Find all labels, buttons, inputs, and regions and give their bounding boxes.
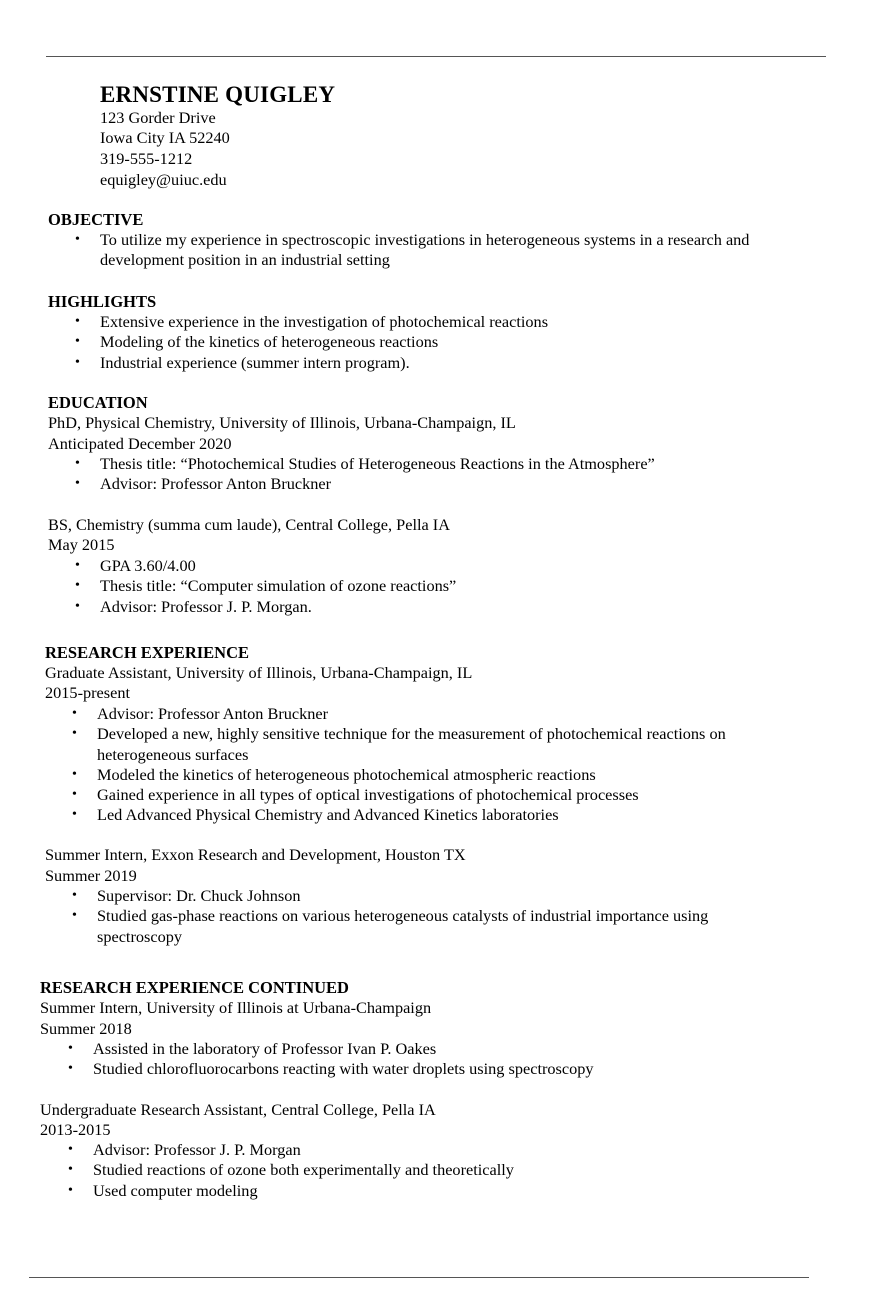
list-item-text: Advisor: Professor J. P. Morgan bbox=[93, 1140, 301, 1159]
list-item bbox=[75, 576, 457, 596]
list-item-text: Led Advanced Physical Chemistry and Advanced Kinetics laboratories bbox=[97, 805, 559, 825]
list-item bbox=[75, 352, 548, 373]
list-item-text: spectroscopy bbox=[97, 926, 182, 946]
bullet-icon: • bbox=[72, 726, 77, 742]
list-item bbox=[72, 906, 709, 947]
list-item bbox=[75, 332, 548, 352]
list-item-text: GPA 3.60/4.00 bbox=[100, 556, 196, 575]
bullet-icon: • bbox=[68, 1041, 73, 1056]
bullet-icon: • bbox=[75, 354, 80, 370]
list-item-text: Modeled the kinetics of heterogeneous photochemical atmospheric reactions bbox=[97, 764, 596, 784]
exxon-date: Summer 2019 bbox=[45, 866, 137, 885]
list-item bbox=[72, 886, 708, 906]
list-item-text: Advisor: Professor Anton Bruckner bbox=[100, 474, 332, 494]
uiuc-intern-title: Summer Intern, University of Illinois at Urbana-Champaign bbox=[40, 998, 432, 1017]
list-item-text: Supervisor: Dr. Chuck Johnson bbox=[97, 886, 301, 905]
candidate-name: ERNSTINE QUIGLEY bbox=[100, 82, 336, 107]
bullet-icon: • bbox=[75, 314, 80, 329]
list-item-text: To utilize my experience in spectroscopic investigations in heterogeneous systems in a research and bbox=[100, 230, 750, 249]
grad-details-list bbox=[72, 704, 726, 826]
bullet-icon: • bbox=[75, 558, 80, 573]
list-item-text: Advisor: Professor J. P. Morgan. bbox=[100, 596, 312, 616]
grad-date: 2015-present bbox=[45, 683, 130, 702]
list-item bbox=[72, 724, 726, 765]
highlights-list bbox=[75, 312, 549, 373]
list-item-text: Thesis title: “Computer simulation of ozone reactions” bbox=[100, 576, 457, 596]
bullet-icon: • bbox=[75, 578, 80, 594]
bullet-icon: • bbox=[75, 232, 80, 247]
phd-details-list bbox=[75, 454, 655, 495]
email: equigley@uiuc.edu bbox=[100, 170, 227, 189]
bullet-icon: • bbox=[75, 598, 80, 614]
bullet-icon: • bbox=[75, 456, 80, 471]
list-item bbox=[68, 1160, 514, 1180]
bullet-icon: • bbox=[72, 706, 77, 721]
bullet-icon: • bbox=[68, 1182, 73, 1198]
list-item bbox=[75, 596, 456, 617]
list-item bbox=[75, 312, 549, 332]
list-item bbox=[68, 1059, 594, 1079]
bullet-icon: • bbox=[72, 807, 77, 823]
list-item-text: Advisor: Professor Anton Bruckner bbox=[97, 704, 329, 723]
list-item bbox=[68, 1039, 594, 1059]
bullet-icon: • bbox=[68, 1061, 73, 1077]
list-item-text: Studied chlorofluorocarbons reacting with water droplets using spectroscopy bbox=[93, 1059, 594, 1079]
bs-degree: BS, Chemistry (summa cum laude), Central College, Pella IA bbox=[48, 515, 450, 534]
bs-details-list bbox=[75, 556, 457, 617]
address-line-2: Iowa City IA 52240 bbox=[100, 128, 230, 147]
bullet-icon: • bbox=[75, 334, 80, 350]
list-item-text: heterogeneous surfaces bbox=[97, 744, 249, 764]
bullet-icon: • bbox=[68, 1162, 73, 1178]
list-item bbox=[72, 805, 726, 825]
list-item bbox=[75, 454, 655, 474]
exxon-details-list bbox=[72, 886, 709, 947]
bullet-icon: • bbox=[68, 1142, 73, 1157]
bottom-rule bbox=[29, 1277, 809, 1278]
exxon-title: Summer Intern, Exxon Research and Development, Houston TX bbox=[45, 845, 466, 864]
bullet-icon: • bbox=[72, 908, 77, 924]
list-item-text: Developed a new, highly sensitive technique for the measurement of photochemical reactions on bbox=[97, 724, 726, 744]
central-date: 2013-2015 bbox=[40, 1120, 111, 1139]
list-item bbox=[68, 1180, 514, 1201]
uiuc-intern-date: Summer 2018 bbox=[40, 1019, 132, 1038]
list-item-text: Assisted in the laboratory of Professor Ivan P. Oakes bbox=[93, 1039, 437, 1058]
list-item bbox=[72, 704, 726, 724]
grad-title: Graduate Assistant, University of Illinois, Urbana-Champaign, IL bbox=[45, 663, 473, 682]
central-title: Undergraduate Research Assistant, Central College, Pella IA bbox=[40, 1100, 436, 1119]
phone: 319-555-1212 bbox=[100, 149, 193, 168]
list-item bbox=[75, 474, 655, 494]
list-item-text: Studied gas-phase reactions on various heterogeneous catalysts of industrial importance using bbox=[97, 906, 709, 926]
phd-degree: PhD, Physical Chemistry, University of Illinois, Urbana-Champaign, IL bbox=[48, 413, 516, 432]
central-details-list bbox=[68, 1140, 514, 1201]
list-item-text: Modeling of the kinetics of heterogeneous reactions bbox=[100, 332, 439, 352]
list-item-text: development position in an industrial setting bbox=[100, 250, 390, 270]
address-line-1: 123 Gorder Drive bbox=[100, 108, 216, 127]
list-item bbox=[75, 556, 456, 576]
bullet-icon: • bbox=[75, 476, 80, 492]
phd-date: Anticipated December 2020 bbox=[48, 434, 232, 453]
objective-heading: OBJECTIVE bbox=[48, 210, 144, 229]
list-item-text: Thesis title: “Photochemical Studies of Heterogeneous Reactions in the Atmosphere” bbox=[100, 454, 655, 473]
objective-list bbox=[75, 230, 750, 271]
list-item bbox=[75, 230, 750, 271]
top-rule bbox=[46, 56, 826, 57]
list-item bbox=[72, 785, 726, 805]
highlights-heading: HIGHLIGHTS bbox=[48, 292, 157, 311]
list-item-text: Extensive experience in the investigation of photochemical reactions bbox=[100, 312, 549, 331]
bullet-icon: • bbox=[72, 766, 77, 782]
research-heading: RESEARCH EXPERIENCE bbox=[45, 643, 249, 662]
list-item-text: Gained experience in all types of optical investigations of photochemical processes bbox=[97, 785, 639, 805]
education-heading: EDUCATION bbox=[48, 393, 148, 412]
list-item bbox=[72, 764, 726, 785]
uiuc-intern-details-list bbox=[68, 1039, 594, 1080]
list-item-text: Industrial experience (summer intern program). bbox=[100, 352, 410, 372]
list-item-text: Used computer modeling bbox=[93, 1180, 258, 1200]
bullet-icon: • bbox=[72, 888, 77, 903]
list-item-text: Studied reactions of ozone both experimentally and theoretically bbox=[93, 1160, 514, 1180]
bullet-icon: • bbox=[72, 787, 77, 803]
list-item bbox=[68, 1140, 514, 1160]
bs-date: May 2015 bbox=[48, 535, 115, 554]
research-continued-heading: RESEARCH EXPERIENCE CONTINUED bbox=[40, 978, 349, 997]
